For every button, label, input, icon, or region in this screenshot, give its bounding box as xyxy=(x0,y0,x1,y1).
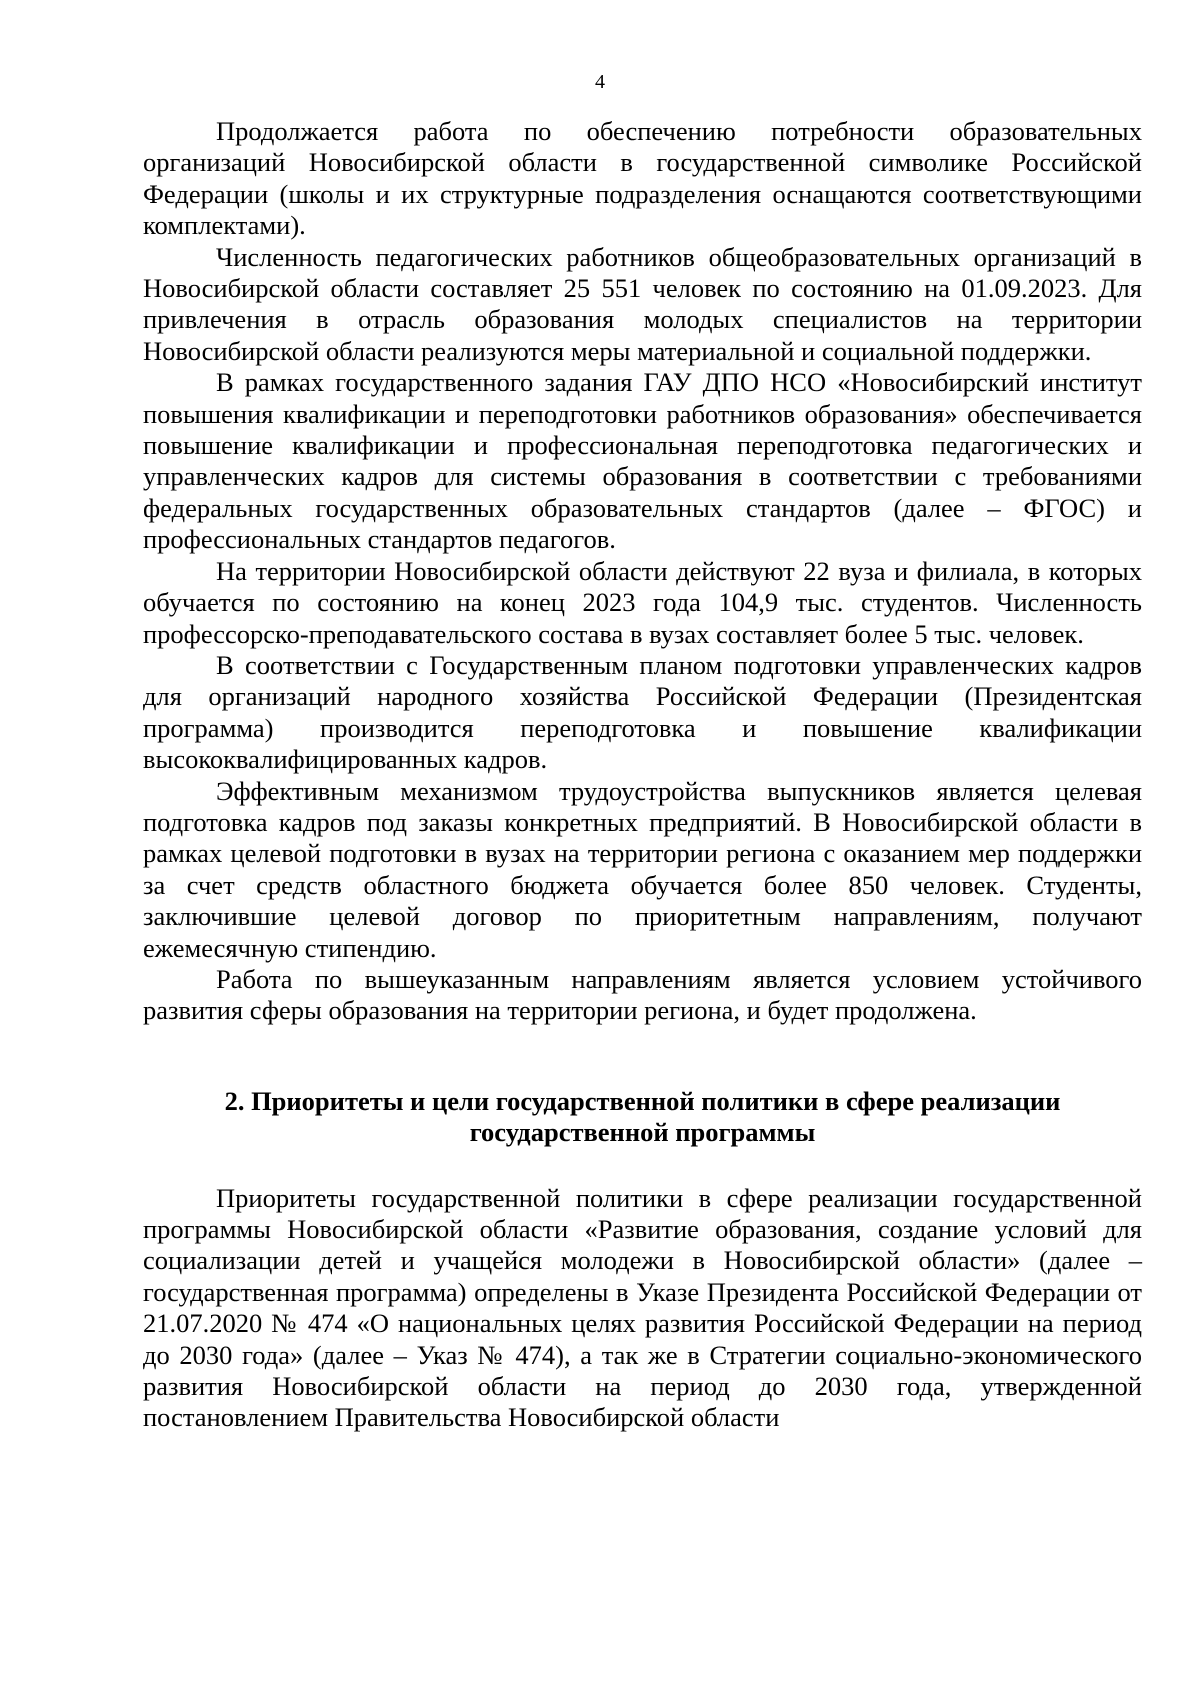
paragraph-teachers-count: Численность педагогических работников общеобразовательных организаций в Новосибирской области составляет 25 551 человек по состоянию на 01.09.2023. Для привлечения в отрасль образования молодых специалистов на территории Новосибирской области реализуются меры материальной и социальной поддержки. xyxy=(143,241,1142,366)
paragraph-universities: На территории Новосибирской области действуют 22 вуза и филиала, в которых обучается по состоянию на конец 2023 года 104,9 тыс. студентов. Численность профессорско-преподавательского состава в вузах составляет более 5 тыс. человек. xyxy=(143,555,1142,649)
paragraph-qualification-institute: В рамках государственного задания ГАУ ДПО НСО «Новосибирский институт повышения квалификации и переподготовки работников образования» обеспечивается повышение квалификации и профессиональная переподготовка педагогических и управленческих кадров для системы образования в соответствии с требованиями федеральных государственных образовательных стандартов (далее – ФГОС) и профессиональных стандартов педагогов. xyxy=(143,367,1142,555)
paragraph-conclusion: Работа по вышеуказанным направлениям является условием устойчивого развития сферы образования на территории региона, и будет продолжена. xyxy=(143,963,1142,1026)
page-number: 4 xyxy=(595,71,605,93)
section-heading xyxy=(143,1086,1142,1149)
section-heading-line-2: государственной программы xyxy=(469,1117,816,1148)
paragraph-presidential-program: В соответствии с Государственным планом подготовки управленческих кадров для организаций народного хозяйства Российской Федерации (Президентская программа) производится переподготовка и повышение квалификации высококвалифицированных кадров. xyxy=(143,649,1142,775)
paragraph-priorities: Приоритеты государственной политики в сфере реализации государственной программы Новосибирской области «Развитие образования, создание условий для социализации детей и учащейся молодежи в Новосибирской области» (далее – государственная программа) определены в Указе Президента Российской Федерации от 21.07.2020 № 474 «О национальных целях развития Российской Федерации на период до 2030 года» (далее – Указ № 474), а так же в Стратегии социально-экономического развития Новосибирской области на период до 2030 года, утвержденной постановлением Правительства Новосибирской области xyxy=(143,1182,1142,1433)
document-body xyxy=(143,116,1142,1434)
paragraph-targeted-training: Эффективным механизмом трудоустройства выпускников является целевая подготовка кадров под заказы конкретных предприятий. В Новосибирской области в рамках целевой подготовки в вузах на территории региона с оказанием мер поддержки за счет средств областного бюджета обучается более 850 человек. Студенты, заключившие целевой договор по приоритетным направлениям, получают ежемесячную стипендию. xyxy=(143,775,1142,963)
section-heading-line-1: 2. Приоритеты и цели государственной политики в сфере реализации xyxy=(224,1085,1061,1116)
paragraph-state-symbols: Продолжается работа по обеспечению потребности образовательных организаций Новосибирской области в государственной символике Российской Федерации (школы и их структурные подразделения оснащаются соответствующими комплектами). xyxy=(143,116,1142,241)
